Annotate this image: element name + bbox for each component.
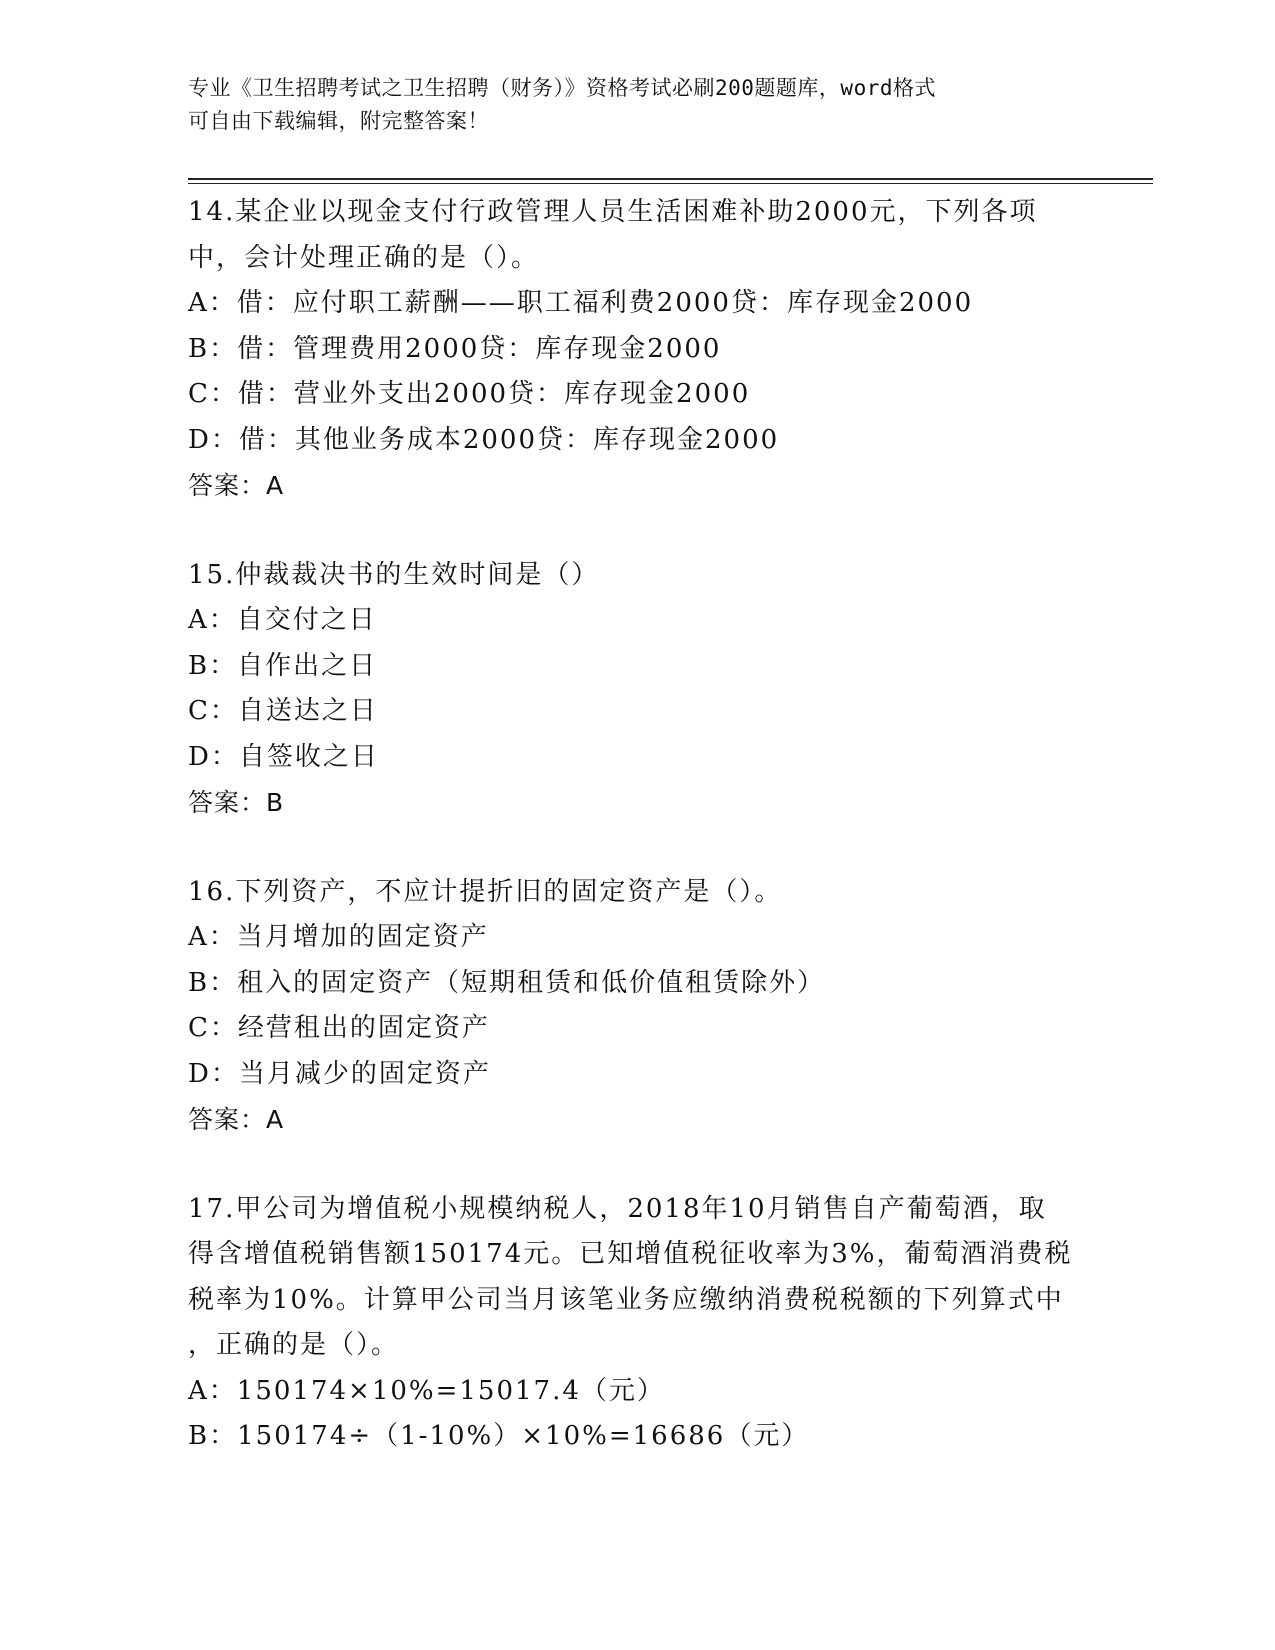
header-line: 可自由下载编辑，附完整答案！ — [188, 109, 489, 133]
question-item — [188, 190, 1088, 509]
header-line: 专业《卫生招聘考试之卫生招聘（财务）》资格考试必刷200题题库，word格式 — [188, 76, 936, 100]
option-c: C：经营租出的固定资产 — [188, 1013, 490, 1043]
question-stem: ，正确的是（）。 — [188, 1330, 400, 1360]
option-b: B：150174÷（1-10%）×10%=16686（元） — [188, 1421, 810, 1451]
option-b: B：自作出之日 — [188, 650, 378, 681]
option-a: A：当月增加的固定资产 — [188, 922, 489, 952]
question-stem: 15.仲裁裁决书的生效时间是（） — [188, 559, 600, 590]
option-a: A：借：应付职工薪酬——职工福利费2000贷：库存现金2000 — [188, 288, 974, 318]
document-header — [188, 72, 1088, 138]
header-divider-thin — [188, 183, 1153, 184]
question-stem: 得含增值税销售额150174元。已知增值税征收率为3%，葡萄酒消费税 — [188, 1239, 1073, 1269]
option-d: D：借：其他业务成本2000贷：库存现金2000 — [188, 424, 780, 455]
option-c: C：借：营业外支出2000贷：库存现金2000 — [188, 379, 751, 409]
header-divider — [188, 178, 1153, 180]
question-item — [188, 870, 1088, 1143]
option-c: C：自送达之日 — [188, 696, 378, 726]
question-stem: 17.甲公司为增值税小规模纳税人，2018年10月销售自产葡萄酒，取 — [188, 1193, 1047, 1224]
question-stem: 税率为10%。计算甲公司当月该笔业务应缴纳消费税税额的下列算式中 — [188, 1284, 1064, 1315]
option-a: A：150174×10%=15017.4（元） — [188, 1375, 665, 1406]
option-d: D：自签收之日 — [188, 741, 379, 772]
answer-text: 答案：A — [188, 471, 285, 500]
answer-text: 答案：A — [188, 1105, 285, 1134]
option-d: D：当月减少的固定资产 — [188, 1058, 491, 1089]
question-stem: 14.某企业以现金支付行政管理人员生活困难补助2000元，下列各项 — [188, 197, 1038, 227]
question-stem: 中，会计处理正确的是（）。 — [188, 242, 540, 273]
option-b: B：租入的固定资产（短期租赁和低价值租赁除外） — [188, 967, 826, 998]
question-item — [188, 553, 1088, 826]
option-a: A：自交付之日 — [188, 605, 377, 635]
answer-text: 答案：B — [188, 788, 285, 817]
question-item — [188, 1187, 1088, 1460]
question-list — [188, 190, 1088, 1504]
question-stem: 16.下列资产，不应计提折旧的固定资产是（）。 — [188, 876, 783, 907]
option-b: B：借：管理费用2000贷：库存现金2000 — [188, 333, 722, 364]
